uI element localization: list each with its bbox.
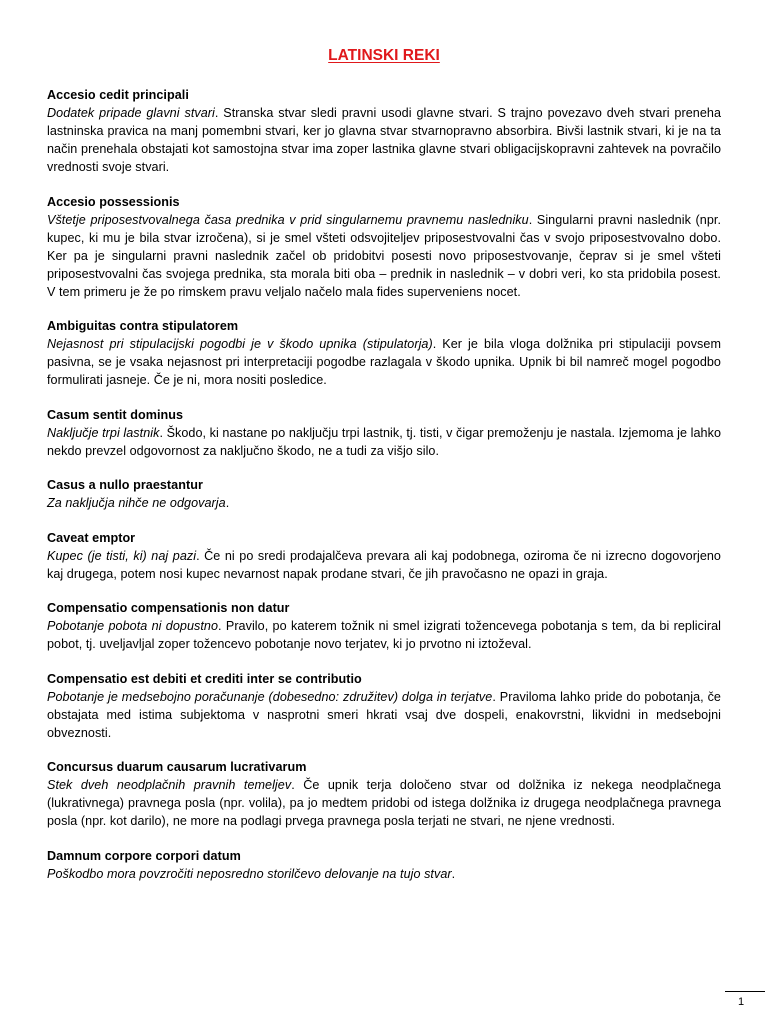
entry-text: . Škodo, ki nastane po naključju trpi lastnik, tj. tisti, v čigar premoženju je nastala. Izjemoma je lahko nekdo prevzel odgovornost za naključno škodo, ne a tudi za višjo silo. [47, 425, 722, 458]
page-title: LATINSKI REKI [328, 47, 440, 64]
entry [47, 599, 721, 653]
entry-text: . Singularni pravni naslednik (npr. kupec, ki mu je bila stvar izročena), si je smel všteti odsvojiteljev priposestvovalni čas v svojo priposestvovalno dobo. Ker pa je singularni pravni naslednik začel ob pridobitvi posesti novo priposestvovanje, čeprav si je smel všteti priposestvovalni čas svojega prednika, sta morala biti oba – prednik in naslednik – v dobri veri, ko sta pridobila posest. V tem primeru je že po rimskem pravu veljalo načelo mala fides superveniens nocet. [47, 212, 721, 299]
entry [47, 86, 721, 176]
entry-body [47, 547, 721, 583]
entry-body [47, 776, 721, 830]
entry-text: . [451, 866, 456, 881]
entry-term: Accesio cedit principali [47, 88, 189, 102]
entries-list [47, 86, 721, 899]
entry-body [47, 424, 721, 460]
entry-translation: Nejasnost pri stipulacijski pogodbi je v škodo upnika (stipulatorja) [47, 337, 433, 351]
entry-text: . Ker je bila vloga dolžnika pri stipulaciji povsem pasivna, se je vsaka nejasnost pri interpretaciji pogodbe razlagala v škodo upnika. Upnik bi bil namreč mogel pogodbo formulirati jasneje. Če je ni, mora nositi posledice. [47, 337, 721, 387]
entry [47, 529, 721, 583]
entry-translation: Pobotanje je medsebojno poračunanje (dobesedno: združitev) dolga in terjatve [47, 689, 493, 704]
entry-body [47, 104, 721, 176]
entry-text: . Če ni po sredi prodajalčeva prevara ali kaj podobnega, oziroma če ni izrecno dogovorjeno kaj drugega, potem nosi kupec nevarnost napak prodane stvari, če jih pravočasno ne opazi in graja. [47, 548, 721, 581]
entry-term: Ambiguitas contra stipulatorem [47, 319, 239, 333]
entry-term: Concursus duarum causarum lucrativarum [47, 760, 307, 774]
entry-text: . [225, 496, 230, 510]
entry [47, 317, 721, 389]
entry-text: . Praviloma lahko pride do pobotanja, če obstajata med istima subjektoma v nasprotni smeri hkrati vsaj dve dospeli, enakovrstni, likvidni in medsebojni obveznosti. [47, 689, 721, 740]
entry-term: Compensatio compensationis non datur [47, 601, 290, 615]
entry [47, 476, 721, 512]
entry-body [47, 335, 721, 389]
entry-body [47, 688, 721, 742]
entry-term: Accesio possessionis [47, 194, 180, 209]
entry-term: Caveat emptor [47, 530, 136, 545]
entry-text: . Pravilo, po katerem tožnik ni smel izigrati tožencevega pobotanja s tem, da bi repliciral pobot, tj. uveljavljal zoper tožencevo pobotanje novo terjatev, ki jo prvotno ni iztoževal. [47, 619, 721, 651]
page-number: 1 [738, 996, 745, 1008]
entry-translation: Pobotanje pobota ni dopustno [47, 619, 219, 633]
entry-term: Casum sentit dominus [47, 407, 184, 422]
entry-body [47, 617, 721, 653]
entry [47, 847, 721, 883]
entry-translation: Stek dveh neodplačnih pravnih temeljev [47, 778, 292, 792]
entry-translation: Kupec (je tisti, ki) naj pazi [47, 548, 197, 563]
entry [47, 406, 721, 460]
entry-term: Casus a nullo praestantur [47, 478, 203, 492]
footer-divider [725, 991, 765, 992]
entry-text: . Če upnik terja določeno stvar od dolžnika iz nekega neodplačnega (lukrativnega) pravnega posla (npr. volila), pa jo medtem pridobi od istega dolžnika iz drugega neodplačnega pravnega posla (npr. kot darilo), ne more na podlagi prvega pravnega posla terjati ne stvari, ne njene vrednosti. [47, 778, 721, 828]
entry-translation: Naključje trpi lastnik [47, 425, 160, 440]
entry-translation: Vštetje priposestvovalnega časa prednika v prid singularnemu pravnemu nasledniku [47, 212, 529, 227]
entry [47, 193, 721, 301]
entry [47, 670, 721, 742]
entry-term: Compensatio est debiti et crediti inter se contributio [47, 671, 362, 686]
entry-translation: Za naključja nihče ne odgovarja [47, 496, 226, 510]
entry-text: . Stranska stvar sledi pravni usodi glavne stvari. S trajno povezavo dveh stvari preneha lastninska pravica na manj pomembni stvari, ker jo glavna stvar stvarnopravno absorbira. Bivši lastnik stvari, ki je na ta način prenehala obstajati kot samostojna stvar ima zoper lastnika glavne stvari obligacijskopravni zahtevek na povračilo vrednosti svoje stvari. [47, 106, 721, 174]
entry-body [47, 865, 721, 883]
entry-body [47, 211, 721, 301]
entry-term: Damnum corpore corpori datum [47, 848, 241, 863]
entry-body [47, 494, 721, 512]
entry-translation: Dodatek pripade glavni stvari [47, 106, 215, 120]
entry-translation: Poškodbo mora povzročiti neposredno storilčevo delovanje na tujo stvar [47, 866, 452, 881]
entry [47, 758, 721, 830]
